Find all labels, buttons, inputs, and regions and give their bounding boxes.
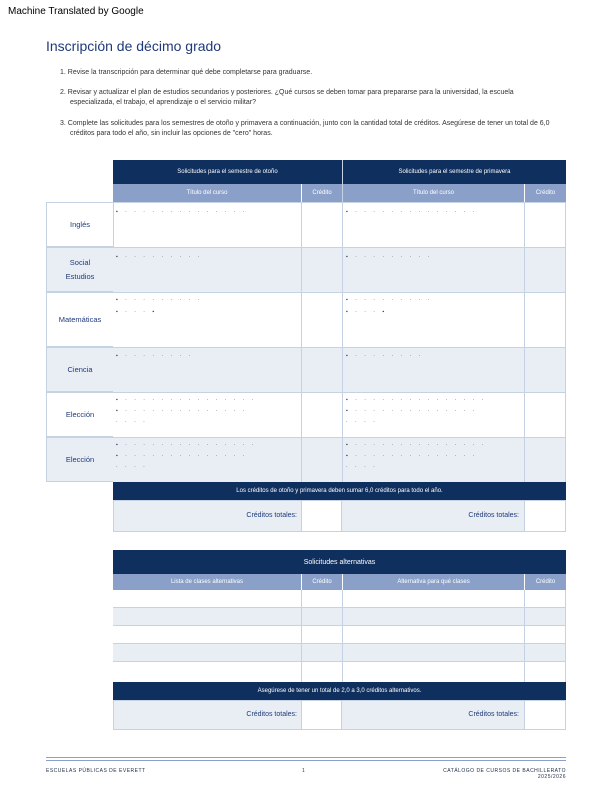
- alt-for-header: Alternativa para qué clases: [343, 574, 524, 590]
- math-fall-field-2[interactable]: ▪ · · · ▪: [116, 309, 158, 315]
- spring-total-field[interactable]: [524, 500, 566, 532]
- alt-row-5[interactable]: [113, 662, 566, 682]
- alternates-note: Asegúrese de tener un total de 2,0 a 3,0 créditos alternativos.: [113, 682, 566, 700]
- page-title: Inscripción de décimo grado: [46, 38, 222, 54]
- math-spring-field-2[interactable]: ▪ · · · ▪: [346, 309, 388, 315]
- subject-social-studies: Social Estudios: [46, 247, 113, 292]
- english-spring-field[interactable]: ▪ · · · · · · · · · · · · · ·: [346, 209, 478, 215]
- alt-credit-header-1: Crédito: [302, 574, 342, 590]
- footer-left: ESCUELAS PÚBLICAS DE EVERETT: [46, 768, 146, 774]
- alt-list-header: Lista de clases alternativas: [113, 574, 301, 590]
- science-fall-field[interactable]: ▪ · · · · · · · ·: [116, 353, 194, 359]
- alt-credit-header-2: Crédito: [525, 574, 566, 590]
- subject-math: Matemáticas: [46, 292, 113, 347]
- elective1-spring-field[interactable]: ▪ · · · · · · · · · · · · · · ·: [346, 397, 487, 403]
- instruction-2: 2. Revisar y actualizar el plan de estudios secundarios y posteriores. ¿Qué cursos se deben tomar para prepararse para la universidad, la escuela: [60, 89, 514, 96]
- math-fall-field[interactable]: ▪ · · · · · · · · ·: [116, 297, 203, 303]
- elective2-fall-field-3[interactable]: · · · ·: [116, 464, 148, 470]
- subject-elective-2: Elección: [46, 437, 113, 482]
- subject-elective-1: Elección: [46, 392, 113, 437]
- alt-total-label-2: Créditos totales:: [468, 711, 519, 718]
- elective2-spring-field[interactable]: ▪ · · · · · · · · · · · · · · ·: [346, 442, 487, 448]
- alt-divider-3: [524, 590, 525, 682]
- elective2-spring-field-2[interactable]: ▪ · · · · · · · · · · · · · ·: [346, 453, 478, 459]
- divider-fall-credit: [301, 202, 302, 482]
- elective1-fall-field[interactable]: ▪ · · · · · · · · · · · · · · ·: [116, 397, 257, 403]
- fall-credit-header: Crédito: [302, 184, 342, 202]
- instruction-1: 1. Revise la transcripción para determinar qué debe completarse para graduarse.: [60, 69, 313, 76]
- elective1-fall-field-3[interactable]: · · · ·: [116, 419, 148, 425]
- fall-header: Solicitudes para el semestre de otoño: [113, 160, 342, 184]
- alt-total-field-2[interactable]: [524, 700, 566, 730]
- fall-total-field[interactable]: [301, 500, 342, 532]
- elective1-spring-field-2[interactable]: ▪ · · · · · · · · · · · · · ·: [346, 408, 478, 414]
- divider-spring-credit: [524, 202, 525, 482]
- instruction-2-cont: especializada, el trabajo, el aprendizaje o el servicio militar?: [70, 99, 256, 106]
- spring-course-title-header: Título del curso: [343, 184, 524, 202]
- alt-row-1[interactable]: [113, 590, 566, 608]
- instruction-3: 3. Complete las solicitudes para los semestres de otoño y primavera a continuación, junto con la cantidad total de créditos. Asegúrese de tener un total de 6,0: [60, 120, 550, 127]
- machine-translated-label: Machine Translated by Google: [8, 6, 144, 17]
- footer-rule-top: [46, 757, 566, 758]
- alt-total-field-1[interactable]: [301, 700, 342, 730]
- subject-science: Ciencia: [46, 347, 113, 392]
- english-fall-field[interactable]: ▪ · · · · · · · · · · · · · ·: [116, 209, 248, 215]
- elective1-fall-field-2[interactable]: ▪ · · · · · · · · · · · · · ·: [116, 408, 248, 414]
- alternates-header: Solicitudes alternativas: [113, 550, 566, 574]
- footer-rule-bottom: [46, 760, 566, 761]
- fall-total-label: Créditos totales:: [246, 512, 297, 519]
- subject-english: Inglés: [46, 202, 113, 247]
- requests-note: Los créditos de otoño y primavera deben sumar 6,0 créditos para todo el año.: [113, 482, 566, 500]
- spring-total-label: Créditos totales:: [468, 512, 519, 519]
- alt-total-label-1: Créditos totales:: [246, 711, 297, 718]
- footer-right: CATÁLOGO DE CURSOS DE BACHILLERATO 2025/2026: [443, 768, 566, 780]
- elective2-fall-field[interactable]: ▪ · · · · · · · · · · · · · · ·: [116, 442, 257, 448]
- alt-row-4[interactable]: [113, 644, 566, 662]
- instruction-3-cont: créditos para todo el año, sin incluir las opciones de "cero" horas.: [70, 130, 273, 137]
- alt-row-2[interactable]: [113, 608, 566, 626]
- fall-course-title-header: Título del curso: [113, 184, 301, 202]
- divider-mid: [342, 160, 343, 482]
- spring-credit-header: Crédito: [525, 184, 566, 202]
- social-spring-field[interactable]: ▪ · · · · · · · · ·: [346, 254, 433, 260]
- math-spring-field[interactable]: ▪ · · · · · · · · ·: [346, 297, 433, 303]
- spring-header: Solicitudes para el semestre de primavera: [343, 160, 566, 184]
- science-spring-field[interactable]: ▪ · · · · · · · ·: [346, 353, 424, 359]
- elective2-fall-field-2[interactable]: ▪ · · · · · · · · · · · · · ·: [116, 453, 248, 459]
- alt-row-3[interactable]: [113, 626, 566, 644]
- alt-divider-1: [301, 590, 302, 682]
- social-fall-field[interactable]: ▪ · · · · · · · · ·: [116, 254, 203, 260]
- footer-page-number: 1: [302, 768, 306, 774]
- elective2-spring-field-3[interactable]: · · · ·: [346, 464, 378, 470]
- alt-divider-2: [342, 590, 343, 682]
- elective1-spring-field-3[interactable]: · · · ·: [346, 419, 378, 425]
